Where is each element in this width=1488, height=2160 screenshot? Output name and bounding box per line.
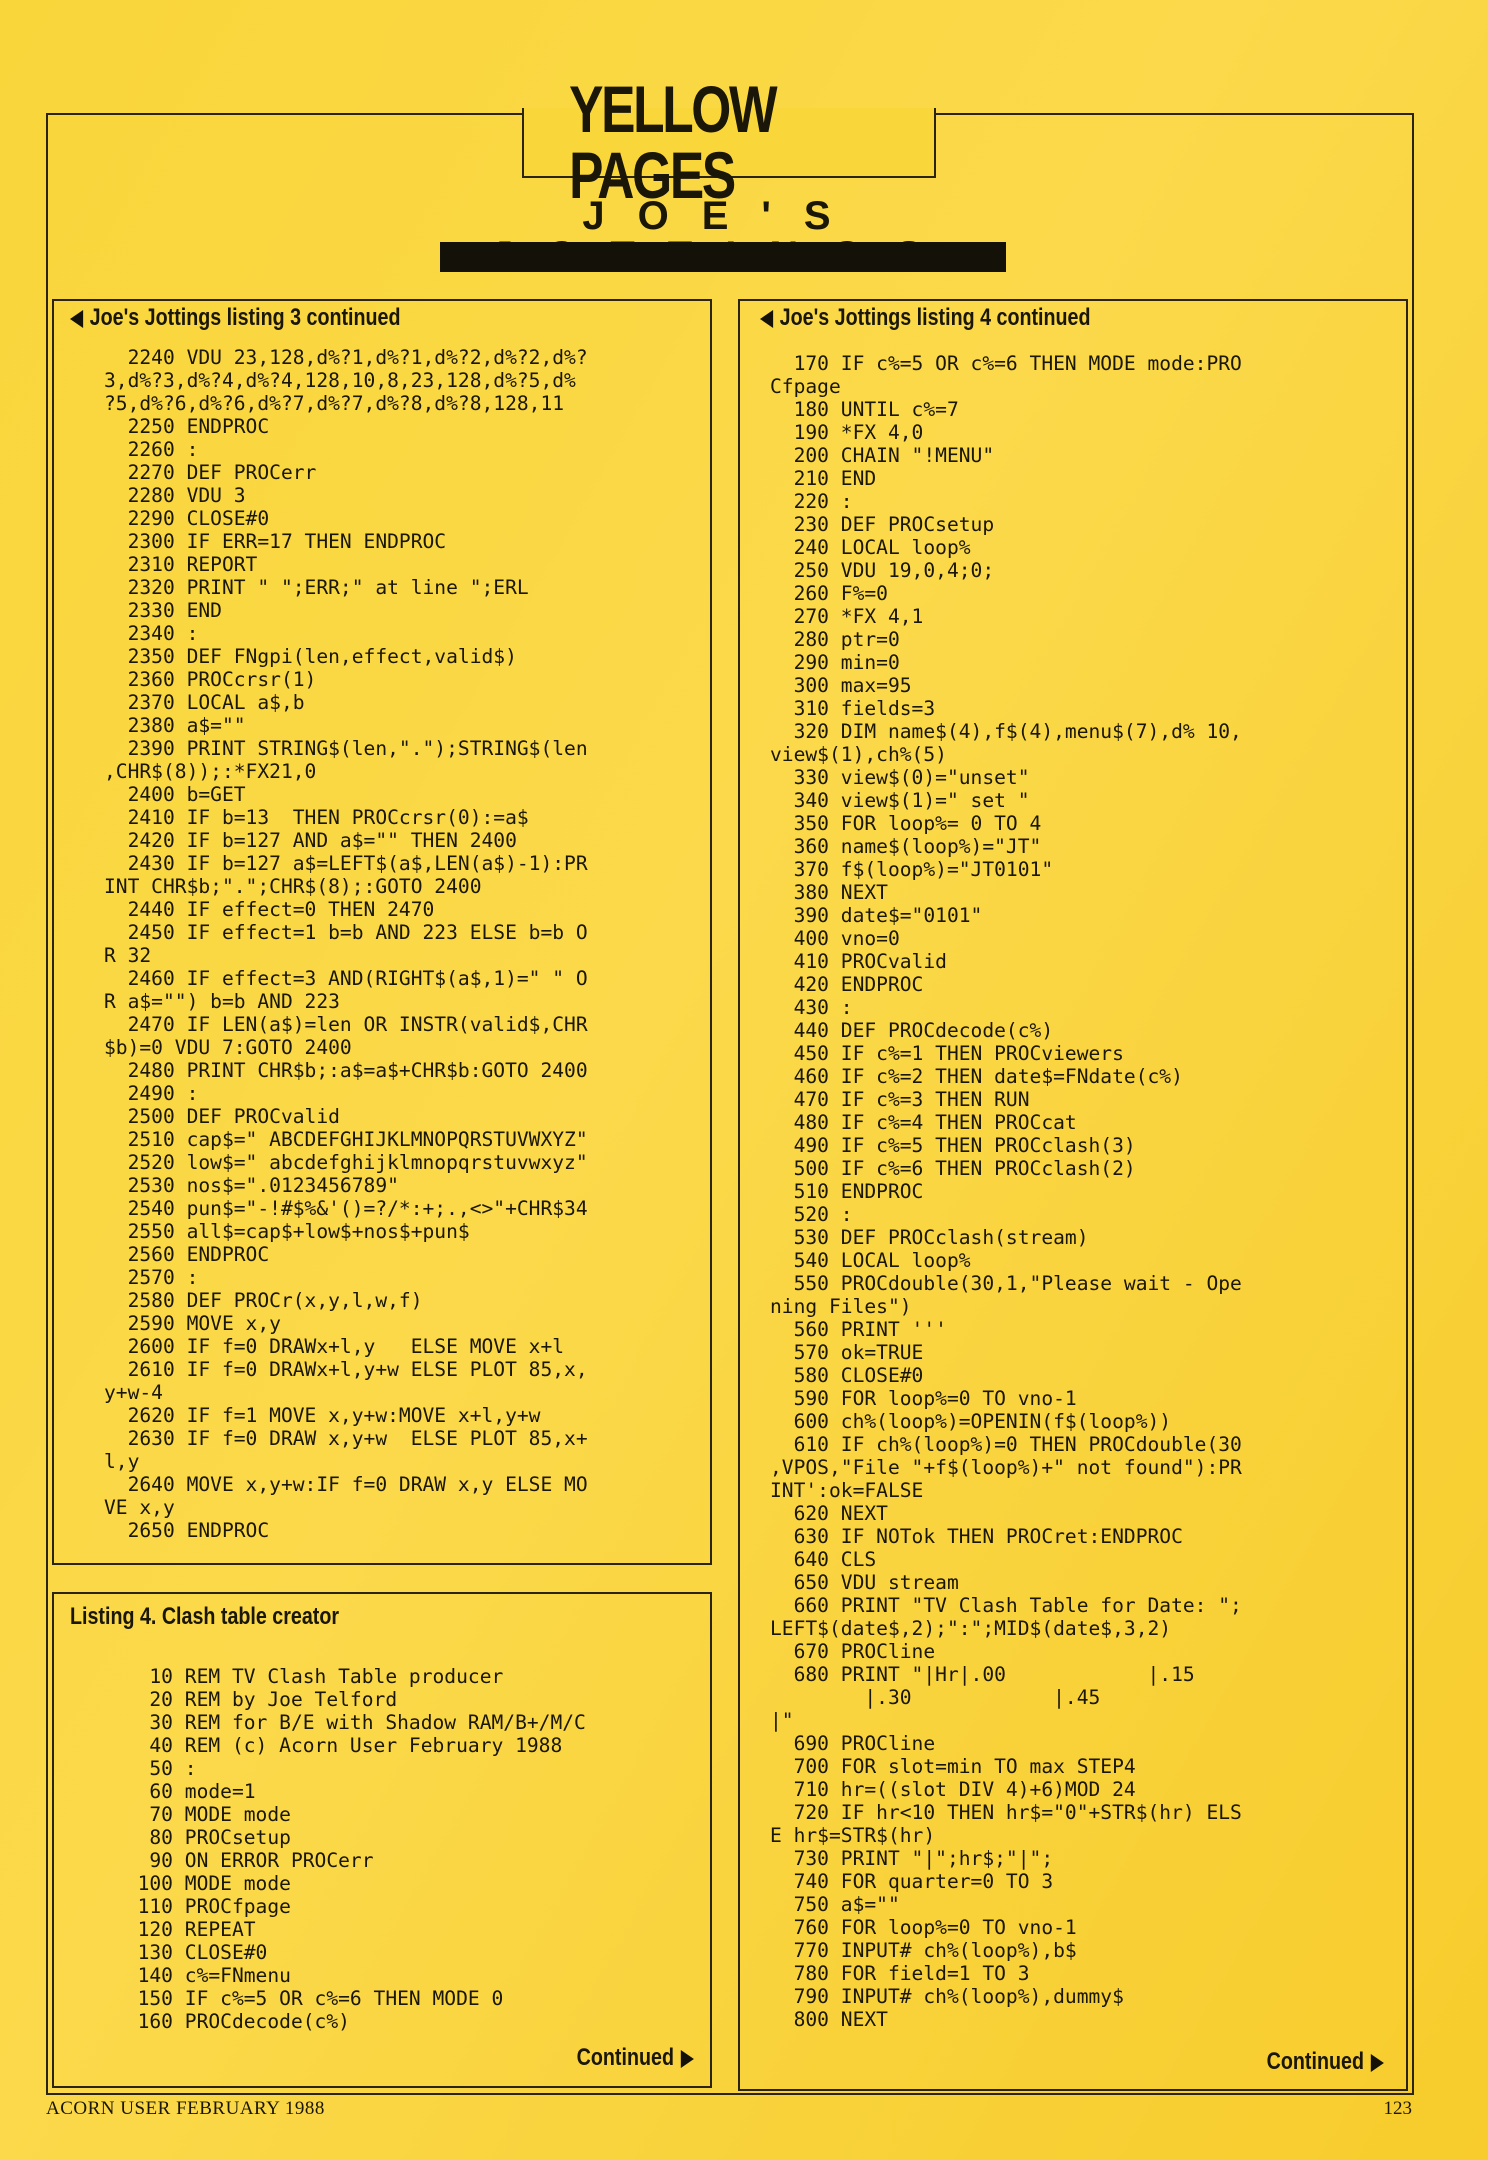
listing4-continued-heading: Joe's Jottings listing 4 continued: [779, 304, 1091, 331]
listing4-code: 10 REM TV Clash Table producer 20 REM by Joe Telford 30 REM for B/E with Shadow RAM/B+/M/C 40 REM (c) Acorn User February 1988 50 : 60 mode=1 70 MODE mode 80 PROCsetup 90 ON ERROR PROCerr 100 MODE mode 110 PROCfpage 120 REPEAT 130 CLOSE#0 140 c%=FNmenu 150 IF c%=5 OR c%=6 THEN MODE 0 160 PROCdecode(c%): [137, 1665, 586, 2033]
listing4-heading: Listing 4. Clash table creator: [70, 1603, 340, 1630]
listing4-continued: [577, 2044, 694, 2072]
arrow-right-icon: [1371, 2054, 1384, 2072]
listing4b-continued: [1267, 2048, 1384, 2076]
subtitle-bar: [440, 242, 1006, 272]
section-title-box: [522, 72, 936, 212]
footer-publication: ACORN USER FEBRUARY 1988: [46, 2098, 325, 2119]
continued-label: Continued: [577, 2044, 675, 2071]
column-subtitle: JOE'S: [582, 194, 864, 238]
listing3-heading-row: [70, 304, 401, 332]
listing3-heading: Joe's Jottings listing 3 continued: [89, 304, 401, 331]
listing3-code: 2240 VDU 23,128,d%?1,d%?1,d%?2,d%?2,d%? 3,d%?3,d%?4,d%?4,128,10,8,23,128,d%?5,d% ?5,d%?6,d%?6,d%?7,d%?7,d%?8,d%?8,128,11 2250 ENDPROC 2260 : 2270 DEF PROCerr 2280 VDU 3 2290 CLOSE#0 2300 IF ERR=17 THEN ENDPROC 2310 REPORT 2320 PRINT " ";ERR;" at line ";ERL 2330 END 2340 : 2350 DEF FNgpi(len,effect,valid$) 2360 PROCcrsr(1) 2370 LOCAL a$,b 2380 a$="" 2390 PRINT STRING$(len,".");STRING$(len ,CHR$(8));:*FX21,0 2400 b=GET 2410 IF b=13 THEN PROCcrsr(0):=a$ 2420 IF b=127 AND a$="" THEN 2400 2430 IF b=127 a$=LEFT$(a$,LEN(a$)-1):PR INT CHR$b;".";CHR$(8);:GOTO 2400 2440 IF effect=0 THEN 2470 2450 IF effect=1 b=b AND 223 ELSE b=b O R 32 2460 IF effect=3 AND(RIGHT$(a$,1)=" " O R a$="") b=b AND 223 2470 IF LEN(a$)=len OR INSTR(valid$,CHR $b)=0 VDU 7:GOTO 2400 2480 PRINT CHR$b;:a$=a$+CHR$b:GOTO 2400 2490 : 2500 DEF PROCvalid 2510 cap$=" ABCDEFGHIJKLMNOPQRSTUVWXYZ" 2520 low$=" abcdefghijklmnopqrstuvwxyz" 2530 nos$=".0123456789" 2540 pun$="-!#$%&'()=?/*:+;.,<>"+CHR$34 2550 all$=cap$+low$+nos$+pun$ 2560 ENDPROC 2570 : 2580 DEF PROCr(x,y,l,w,f) 2590 MOVE x,y 2600 IF f=0 DRAWx+l,y ELSE MOVE x+l 2610 IF f=0 DRAWx+l,y+w ELSE PLOT 85,x, y+w-4 2620 IF f=1 MOVE x,y+w:MOVE x+l,y+w 2630 IF f=0 DRAW x,y+w ELSE PLOT 85,x+ l,y 2640 MOVE x,y+w:IF f=0 DRAW x,y ELSE MO VE x,y 2650 ENDPROC: [104, 346, 588, 1542]
arrow-left-icon: [70, 310, 83, 328]
arrow-left-icon: [760, 310, 773, 328]
page-number: 123: [1383, 2098, 1412, 2119]
section-title: YELLOW PAGES: [569, 72, 776, 212]
listing4-continued-code: 170 IF c%=5 OR c%=6 THEN MODE mode:PRO Cfpage 180 UNTIL c%=7 190 *FX 4,0 200 CHAIN "!MENU" 210 END 220 : 230 DEF PROCsetup 240 LOCAL loop% 250 VDU 19,0,4;0; 260 F%=0 270 *FX 4,1 280 ptr=0 290 min=0 300 max=95 310 fields=3 320 DIM name$(4),f$(4),menu$(7),d% 10, view$(1),ch%(5) 330 view$(0)="unset" 340 view$(1)=" set " 350 FOR loop%= 0 TO 4 360 name$(loop%)="JT" 370 f$(loop%)="JT0101" 380 NEXT 390 date$="0101" 400 vno=0 410 PROCvalid 420 ENDPROC 430 : 440 DEF PROCdecode(c%) 450 IF c%=1 THEN PROCviewers 460 IF c%=2 THEN date$=FNdate(c%) 470 IF c%=3 THEN RUN 480 IF c%=4 THEN PROCcat 490 IF c%=5 THEN PROCclash(3) 500 IF c%=6 THEN PROCclash(2) 510 ENDPROC 520 : 530 DEF PROCclash(stream) 540 LOCAL loop% 550 PROCdouble(30,1,"Please wait - Ope ning Files") 560 PRINT ''' 570 ok=TRUE 580 CLOSE#0 590 FOR loop%=0 TO vno-1 600 ch%(loop%)=OPENIN(f$(loop%)) 610 IF ch%(loop%)=0 THEN PROCdouble(30 ,VPOS,"File "+f$(loop%)+" not found"):PR INT':ok=FALSE 620 NEXT 630 IF NOTok THEN PROCret:ENDPROC 640 CLS 650 VDU stream 660 PRINT "TV Clash Table for Date: "; LEFT$(date$,2);":";MID$(date$,3,2) 670 PROCline 680 PRINT "|Hr|.00 |.15 |.30 |.45 |" 690 PROCline 700 FOR slot=min TO max STEP4 710 hr=((slot DIV 4)+6)MOD 24 720 IF hr<10 THEN hr$="0"+STR$(hr) ELS E hr$=STR$(hr) 730 PRINT "|";hr$;"|"; 740 FOR quarter=0 TO 3 750 a$="" 760 FOR loop%=0 TO vno-1 770 INPUT# ch%(loop%),b$ 780 FOR field=1 TO 3 790 INPUT# ch%(loop%),dummy$ 800 NEXT: [770, 352, 1242, 2031]
listing4-continued-heading-row: [760, 304, 1091, 332]
arrow-right-icon: [681, 2050, 694, 2068]
continued-label: Continued: [1267, 2048, 1365, 2075]
